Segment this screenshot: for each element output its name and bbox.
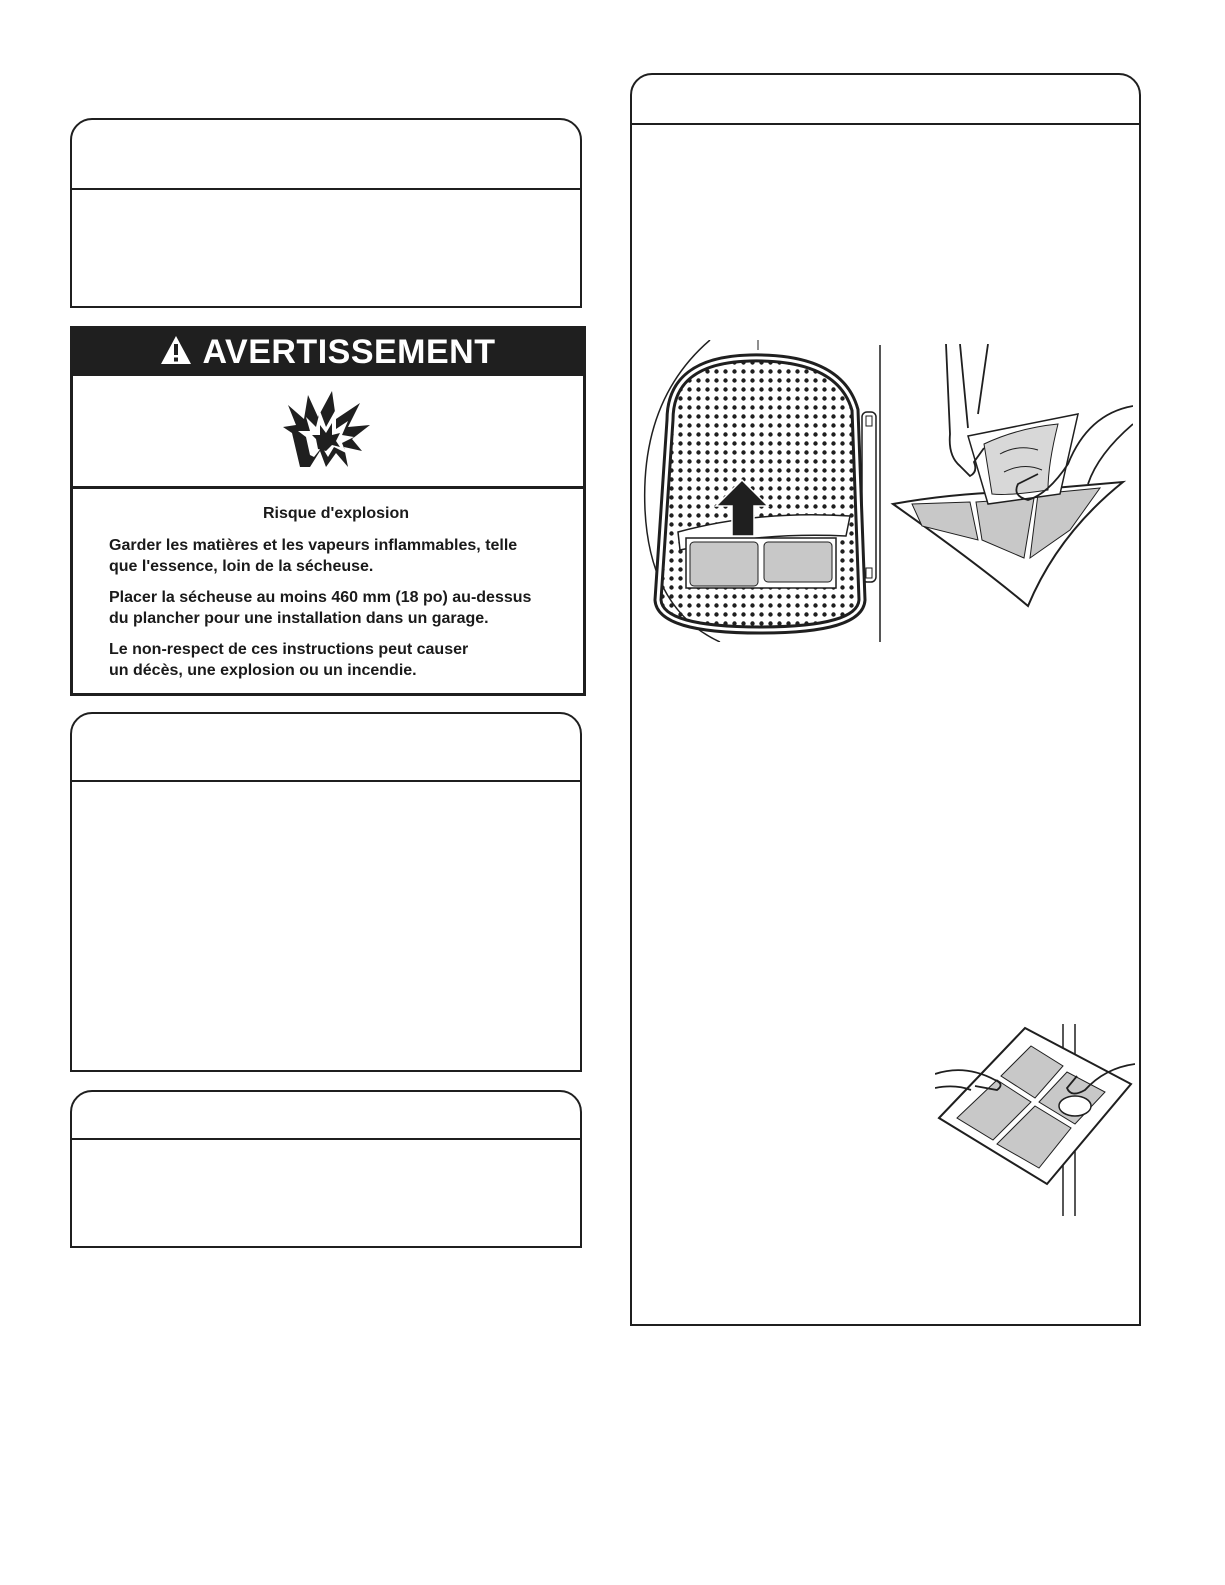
warning-paragraph: Garder les matières et les vapeurs inflammables, telle que l'essence, loin de la sécheuse.	[109, 537, 518, 575]
warning-paragraph: Placer la sécheuse au moins 460 mm (18 po) au-dessus du plancher pour une installation dans un garage.	[109, 589, 532, 627]
hazard-symbol-area	[73, 376, 583, 489]
info-panel-top-left	[70, 118, 582, 308]
warning-paragraph: Le non-respect de ces instructions peut causer un décès, une explosion ou un incendie.	[109, 641, 469, 679]
info-panel-bottom-left	[70, 1090, 582, 1248]
explosion-icon	[282, 389, 374, 474]
panel-header	[72, 714, 580, 782]
warning-box	[70, 326, 586, 696]
warning-banner	[73, 329, 583, 376]
warning-title: AVERTISSEMENT	[202, 333, 496, 371]
info-panel-middle-left	[70, 712, 582, 1072]
panel-header	[72, 120, 580, 190]
panel-header	[72, 1092, 580, 1140]
risk-title: Risque d'explosion	[262, 505, 410, 522]
dryer-drum-illustration	[640, 340, 890, 642]
warning-triangle-icon	[160, 335, 192, 370]
panel-header	[632, 75, 1139, 125]
lint-filter-cleaning-illustration	[888, 344, 1133, 614]
lint-filter-vacuum-illustration	[935, 1024, 1135, 1216]
